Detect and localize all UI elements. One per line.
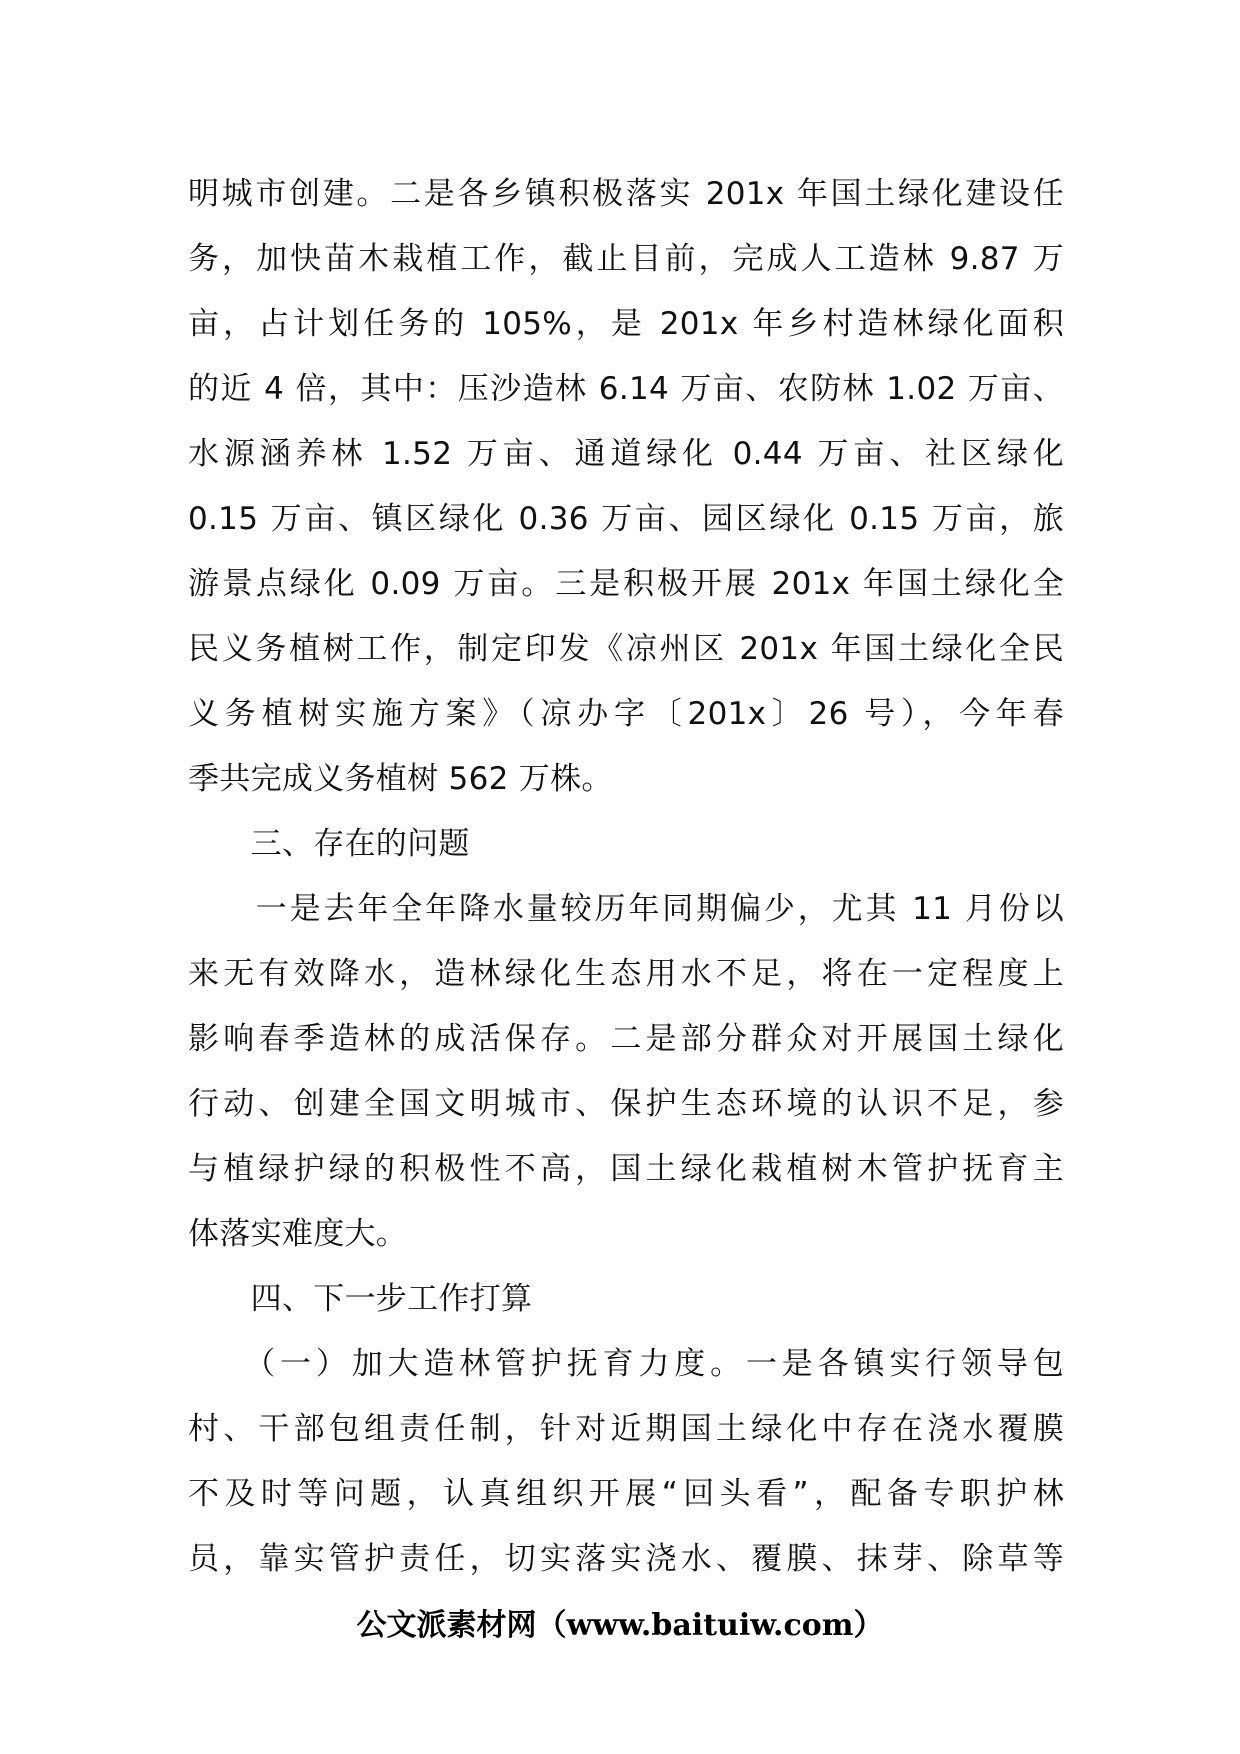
text-line: 的近 4 倍，其中：压沙造林 6.14 万亩、农防林 1.02 万亩、 <box>188 371 1064 407</box>
section-heading: 四、下一步工作打算 <box>188 1281 533 1317</box>
text-line: 明城市创建。二是各乡镇积极落实 201x 年国土绿化建设任 <box>188 176 1064 212</box>
text-line: 员，靠实管护责任，切实落实浇水、覆膜、抹芽、除草等 <box>188 1541 1064 1577</box>
text-line: 水源涵养林 1.52 万亩、通道绿化 0.44 万亩、社区绿化 <box>188 436 1064 472</box>
footer-watermark: 公文派素材网（www.baituiw.com） <box>356 1608 884 1643</box>
section-heading: 三、存在的问题 <box>188 826 470 862</box>
text-line: 游景点绿化 0.09 万亩。三是积极开展 201x 年国土绿化全 <box>188 566 1064 602</box>
text-line: 村、干部包组责任制，针对近期国土绿化中存在浇水覆膜 <box>188 1411 1064 1447</box>
text-line: 一是去年全年降水量较历年同期偏少，尤其 11 月份以 <box>188 891 1064 927</box>
text-line: 影响春季造林的成活保存。二是部分群众对开展国土绿化 <box>188 1021 1064 1057</box>
text-line: 体落实难度大。 <box>188 1216 408 1252</box>
text-line: 亩，占计划任务的 105%，是 201x 年乡村造林绿化面积 <box>188 306 1064 342</box>
text-line: 0.15 万亩、镇区绿化 0.36 万亩、园区绿化 0.15 万亩，旅 <box>188 501 1064 537</box>
text-line: 与植绿护绿的积极性不高，国土绿化栽植树木管护抚育主 <box>188 1151 1064 1187</box>
text-line: 民义务植树工作，制定印发《凉州区 201x 年国土绿化全民 <box>188 631 1064 667</box>
text-line: 来无有效降水，造林绿化生态用水不足，将在一定程度上 <box>188 956 1064 992</box>
text-line: （一）加大造林管护抚育力度。一是各镇实行领导包 <box>188 1346 1064 1382</box>
text-line: 务，加快苗木栽植工作，截止目前，完成人工造林 9.87 万 <box>188 241 1064 277</box>
text-line: 行动、创建全国文明城市、保护生态环境的认识不足，参 <box>188 1086 1064 1122</box>
text-line: 义务植树实施方案》（凉办字〔201x〕26 号），今年春 <box>188 696 1064 732</box>
document-body <box>188 162 1064 1592</box>
text-line: 不及时等问题，认真组织开展“回头看”，配备专职护林 <box>188 1476 1064 1512</box>
text-line: 季共完成义务植树 562 万株。 <box>188 761 613 797</box>
